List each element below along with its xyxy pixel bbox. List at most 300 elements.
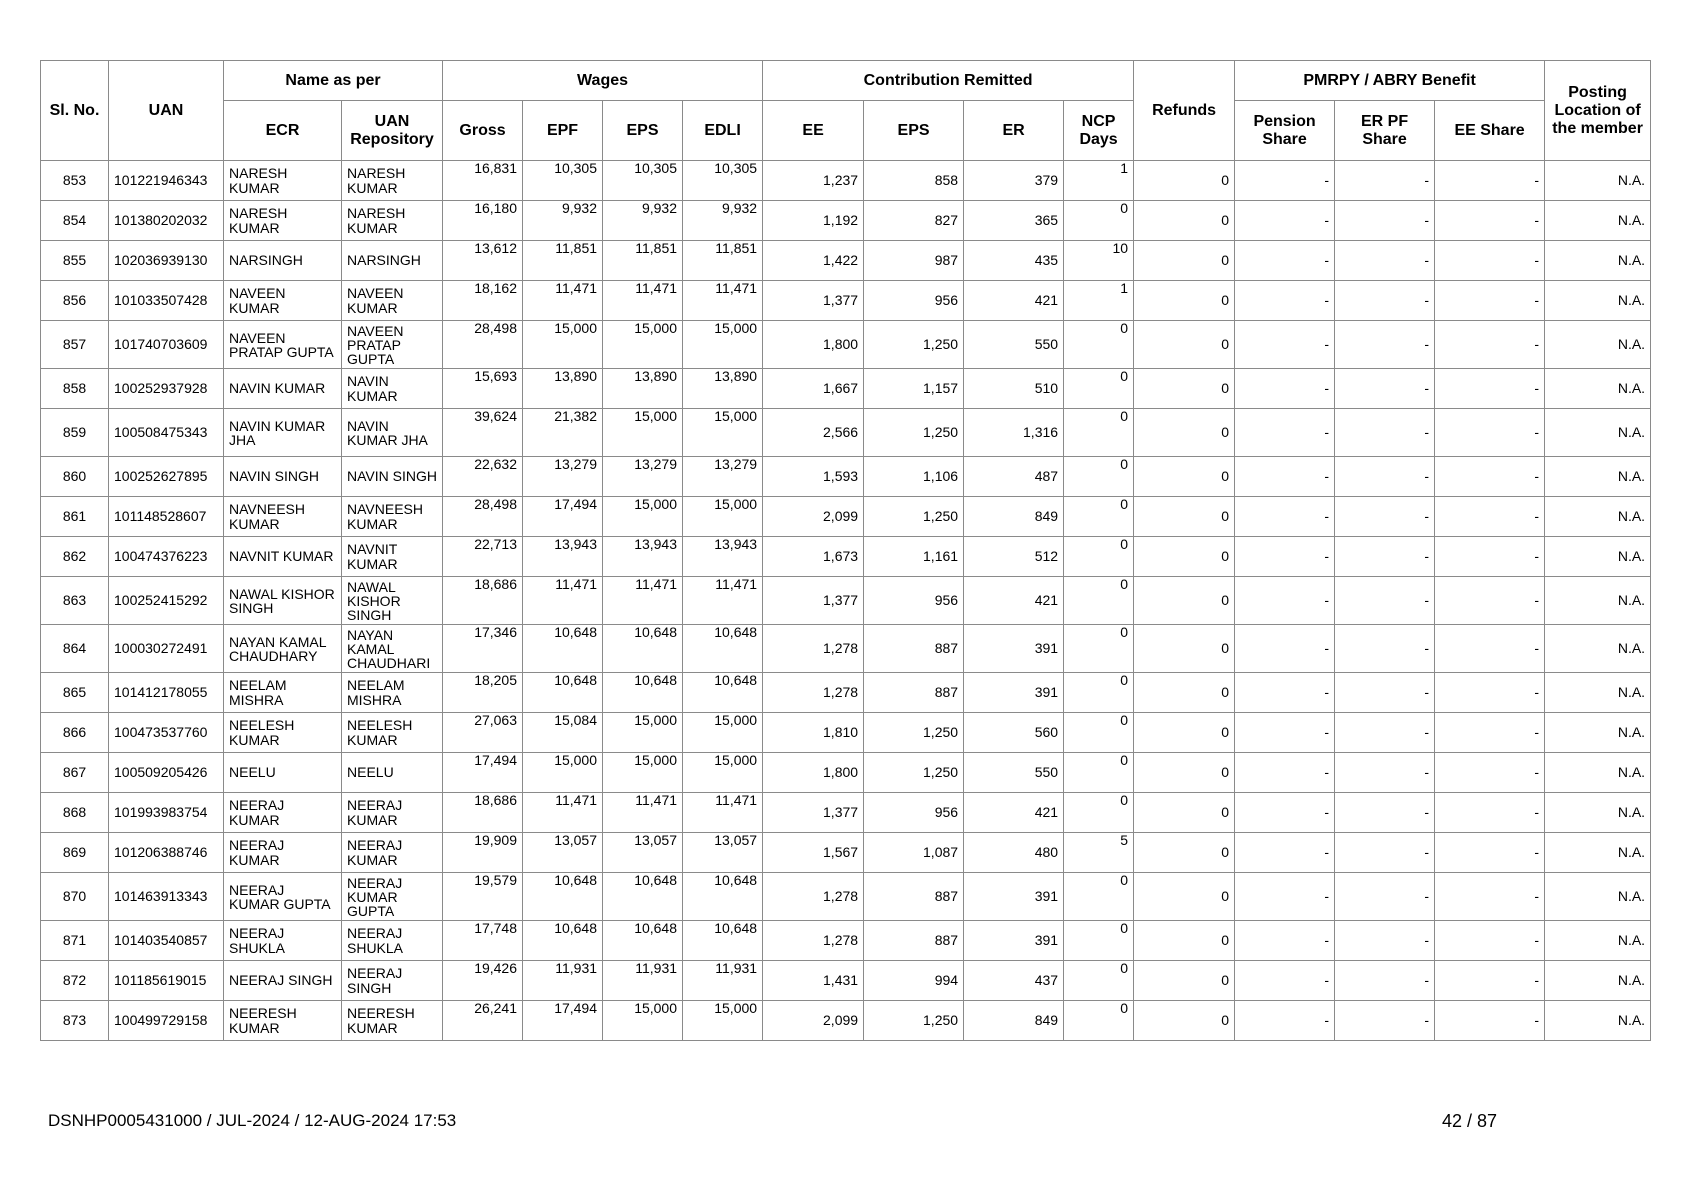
cell-sl-no: 872	[41, 961, 109, 1001]
cell-ee: 1,431	[763, 961, 864, 1001]
cell-pension-share: -	[1235, 577, 1335, 625]
cell-ee: 1,377	[763, 793, 864, 833]
cell-epf: 11,931	[523, 961, 603, 1001]
cell-ncp-days: 0	[1064, 537, 1134, 577]
cell-name-ecr: NAVEEN PRATAP GUPTA	[224, 321, 342, 369]
cell-posting-location: N.A.	[1545, 457, 1651, 497]
cell-name-uan-repository: NEELESH KUMAR	[342, 713, 443, 753]
cell-ncp-days: 0	[1064, 873, 1134, 921]
cell-eps-contribution: 1,250	[864, 321, 964, 369]
table-header	[41, 61, 1651, 161]
cell-gross: 13,612	[443, 241, 523, 281]
cell-refunds: 0	[1134, 673, 1235, 713]
header-ncp-days: NCP Days	[1064, 101, 1134, 161]
cell-name-uan-repository: NAVNIT KUMAR	[342, 537, 443, 577]
table-row	[41, 673, 1651, 713]
cell-eps-contribution: 1,087	[864, 833, 964, 873]
cell-pension-share: -	[1235, 241, 1335, 281]
cell-ee: 1,667	[763, 369, 864, 409]
cell-epf: 17,494	[523, 1001, 603, 1041]
cell-epf: 15,084	[523, 713, 603, 753]
cell-posting-location: N.A.	[1545, 921, 1651, 961]
cell-sl-no: 861	[41, 497, 109, 537]
cell-posting-location: N.A.	[1545, 281, 1651, 321]
cell-ncp-days: 0	[1064, 921, 1134, 961]
cell-refunds: 0	[1134, 457, 1235, 497]
cell-gross: 16,180	[443, 201, 523, 241]
cell-er-pf-share: -	[1335, 753, 1435, 793]
cell-posting-location: N.A.	[1545, 369, 1651, 409]
cell-name-ecr: NAYAN KAMAL CHAUDHARY	[224, 625, 342, 673]
cell-pension-share: -	[1235, 369, 1335, 409]
header-er-pf-share: ER PF Share	[1335, 101, 1435, 161]
cell-posting-location: N.A.	[1545, 713, 1651, 753]
cell-eps: 15,000	[603, 713, 683, 753]
cell-sl-no: 866	[41, 713, 109, 753]
header-ee-share: EE Share	[1435, 101, 1545, 161]
cell-gross: 22,632	[443, 457, 523, 497]
cell-edli: 13,890	[683, 369, 763, 409]
cell-ee-share: -	[1435, 1001, 1545, 1041]
cell-gross: 18,686	[443, 577, 523, 625]
cell-er: 391	[964, 921, 1064, 961]
cell-pension-share: -	[1235, 833, 1335, 873]
cell-name-uan-repository: NARSINGH	[342, 241, 443, 281]
cell-uan: 100473537760	[109, 713, 224, 753]
cell-edli: 10,648	[683, 673, 763, 713]
cell-er: 437	[964, 961, 1064, 1001]
cell-ee: 1,422	[763, 241, 864, 281]
cell-er-pf-share: -	[1335, 921, 1435, 961]
cell-edli: 13,279	[683, 457, 763, 497]
cell-eps-contribution: 887	[864, 673, 964, 713]
cell-edli: 15,000	[683, 753, 763, 793]
table-row	[41, 713, 1651, 753]
cell-eps: 10,648	[603, 873, 683, 921]
cell-eps-contribution: 1,250	[864, 497, 964, 537]
cell-name-ecr: NAVEEN KUMAR	[224, 281, 342, 321]
cell-eps-contribution: 1,250	[864, 1001, 964, 1041]
cell-sl-no: 855	[41, 241, 109, 281]
cell-uan: 101740703609	[109, 321, 224, 369]
cell-epf: 13,279	[523, 457, 603, 497]
cell-ee-share: -	[1435, 457, 1545, 497]
cell-edli: 10,648	[683, 873, 763, 921]
cell-er: 487	[964, 457, 1064, 497]
cell-name-uan-repository: NAWAL KISHOR SINGH	[342, 577, 443, 625]
table-row	[41, 369, 1651, 409]
cell-posting-location: N.A.	[1545, 753, 1651, 793]
cell-refunds: 0	[1134, 1001, 1235, 1041]
cell-er-pf-share: -	[1335, 833, 1435, 873]
cell-pension-share: -	[1235, 713, 1335, 753]
cell-eps-contribution: 887	[864, 625, 964, 673]
cell-name-ecr: NARSINGH	[224, 241, 342, 281]
header-uan-repository: UAN Repository	[342, 101, 443, 161]
cell-epf: 13,057	[523, 833, 603, 873]
cell-ee-share: -	[1435, 281, 1545, 321]
table-row	[41, 873, 1651, 921]
cell-ncp-days: 0	[1064, 753, 1134, 793]
header-epf: EPF	[523, 101, 603, 161]
cell-er-pf-share: -	[1335, 161, 1435, 201]
cell-er-pf-share: -	[1335, 961, 1435, 1001]
cell-eps: 10,648	[603, 921, 683, 961]
cell-epf: 11,471	[523, 577, 603, 625]
cell-er: 550	[964, 321, 1064, 369]
cell-epf: 10,648	[523, 921, 603, 961]
header-posting-location: Posting Location of the member	[1545, 61, 1651, 161]
cell-sl-no: 854	[41, 201, 109, 241]
header-name-as-per: Name as per	[224, 61, 443, 101]
cell-er-pf-share: -	[1335, 409, 1435, 457]
cell-eps-contribution: 1,161	[864, 537, 964, 577]
cell-name-uan-repository: NEERESH KUMAR	[342, 1001, 443, 1041]
cell-er: 391	[964, 625, 1064, 673]
cell-ee-share: -	[1435, 409, 1545, 457]
cell-eps: 13,943	[603, 537, 683, 577]
cell-er: 849	[964, 497, 1064, 537]
cell-refunds: 0	[1134, 713, 1235, 753]
cell-posting-location: N.A.	[1545, 833, 1651, 873]
cell-edli: 15,000	[683, 713, 763, 753]
cell-edli: 15,000	[683, 409, 763, 457]
cell-name-ecr: NAVNEESH KUMAR	[224, 497, 342, 537]
cell-uan: 101993983754	[109, 793, 224, 833]
cell-name-uan-repository: NAVIN KUMAR JHA	[342, 409, 443, 457]
cell-ee-share: -	[1435, 961, 1545, 1001]
table-row	[41, 161, 1651, 201]
cell-pension-share: -	[1235, 497, 1335, 537]
cell-eps: 13,057	[603, 833, 683, 873]
cell-uan: 101206388746	[109, 833, 224, 873]
cell-pension-share: -	[1235, 625, 1335, 673]
cell-epf: 11,471	[523, 793, 603, 833]
cell-edli: 10,648	[683, 921, 763, 961]
cell-er-pf-share: -	[1335, 625, 1435, 673]
cell-edli: 11,471	[683, 577, 763, 625]
cell-edli: 15,000	[683, 321, 763, 369]
cell-epf: 10,305	[523, 161, 603, 201]
cell-eps: 11,931	[603, 961, 683, 1001]
cell-eps-contribution: 1,250	[864, 753, 964, 793]
cell-er: 512	[964, 537, 1064, 577]
cell-eps: 13,279	[603, 457, 683, 497]
cell-posting-location: N.A.	[1545, 577, 1651, 625]
cell-posting-location: N.A.	[1545, 873, 1651, 921]
cell-eps: 15,000	[603, 321, 683, 369]
cell-name-uan-repository: NAVNEESH KUMAR	[342, 497, 443, 537]
cell-ee-share: -	[1435, 873, 1545, 921]
cell-ncp-days: 10	[1064, 241, 1134, 281]
cell-sl-no: 856	[41, 281, 109, 321]
header-ecr: ECR	[224, 101, 342, 161]
table-row	[41, 921, 1651, 961]
cell-uan: 100252937928	[109, 369, 224, 409]
cell-refunds: 0	[1134, 753, 1235, 793]
cell-ee: 1,810	[763, 713, 864, 753]
cell-eps: 15,000	[603, 1001, 683, 1041]
cell-pension-share: -	[1235, 921, 1335, 961]
cell-ee: 1,278	[763, 873, 864, 921]
table-row	[41, 409, 1651, 457]
cell-edli: 9,932	[683, 201, 763, 241]
cell-ee-share: -	[1435, 537, 1545, 577]
cell-eps: 15,000	[603, 409, 683, 457]
cell-name-ecr: NARESH KUMAR	[224, 161, 342, 201]
table-body	[41, 161, 1651, 1041]
cell-name-ecr: NEERESH KUMAR	[224, 1001, 342, 1041]
cell-uan: 101033507428	[109, 281, 224, 321]
cell-er: 365	[964, 201, 1064, 241]
cell-pension-share: -	[1235, 281, 1335, 321]
cell-ee-share: -	[1435, 625, 1545, 673]
cell-eps-contribution: 987	[864, 241, 964, 281]
header-pmrpy-abry: PMRPY / ABRY Benefit	[1235, 61, 1545, 101]
cell-refunds: 0	[1134, 625, 1235, 673]
cell-name-uan-repository: NARESH KUMAR	[342, 161, 443, 201]
cell-refunds: 0	[1134, 793, 1235, 833]
cell-posting-location: N.A.	[1545, 201, 1651, 241]
cell-sl-no: 864	[41, 625, 109, 673]
cell-refunds: 0	[1134, 201, 1235, 241]
cell-name-ecr: NAVIN KUMAR JHA	[224, 409, 342, 457]
ecr-table	[40, 60, 1651, 1041]
header-er: ER	[964, 101, 1064, 161]
cell-er: 391	[964, 673, 1064, 713]
cell-sl-no: 853	[41, 161, 109, 201]
cell-sl-no: 865	[41, 673, 109, 713]
cell-er: 391	[964, 873, 1064, 921]
cell-ee: 1,673	[763, 537, 864, 577]
cell-name-uan-repository: NARESH KUMAR	[342, 201, 443, 241]
cell-eps: 11,471	[603, 577, 683, 625]
cell-sl-no: 857	[41, 321, 109, 369]
table-row	[41, 457, 1651, 497]
cell-name-ecr: NEELESH KUMAR	[224, 713, 342, 753]
cell-uan: 101148528607	[109, 497, 224, 537]
cell-eps: 11,471	[603, 793, 683, 833]
cell-refunds: 0	[1134, 241, 1235, 281]
cell-eps-contribution: 994	[864, 961, 964, 1001]
cell-er-pf-share: -	[1335, 321, 1435, 369]
header-gross: Gross	[443, 101, 523, 161]
table-row	[41, 497, 1651, 537]
cell-pension-share: -	[1235, 321, 1335, 369]
cell-sl-no: 863	[41, 577, 109, 625]
cell-refunds: 0	[1134, 537, 1235, 577]
cell-posting-location: N.A.	[1545, 1001, 1651, 1041]
cell-sl-no: 860	[41, 457, 109, 497]
cell-eps: 11,471	[603, 281, 683, 321]
cell-er-pf-share: -	[1335, 369, 1435, 409]
cell-refunds: 0	[1134, 281, 1235, 321]
cell-er-pf-share: -	[1335, 577, 1435, 625]
cell-edli: 15,000	[683, 1001, 763, 1041]
cell-edli: 11,851	[683, 241, 763, 281]
cell-ncp-days: 0	[1064, 673, 1134, 713]
cell-pension-share: -	[1235, 793, 1335, 833]
cell-er-pf-share: -	[1335, 241, 1435, 281]
cell-uan: 100030272491	[109, 625, 224, 673]
cell-refunds: 0	[1134, 577, 1235, 625]
cell-er-pf-share: -	[1335, 673, 1435, 713]
cell-eps: 10,305	[603, 161, 683, 201]
table-row	[41, 833, 1651, 873]
cell-gross: 18,686	[443, 793, 523, 833]
cell-ee-share: -	[1435, 793, 1545, 833]
cell-ncp-days: 5	[1064, 833, 1134, 873]
cell-name-uan-repository: NAVIN SINGH	[342, 457, 443, 497]
cell-epf: 17,494	[523, 497, 603, 537]
cell-refunds: 0	[1134, 161, 1235, 201]
cell-name-ecr: NEELU	[224, 753, 342, 793]
cell-ee-share: -	[1435, 369, 1545, 409]
cell-eps-contribution: 858	[864, 161, 964, 201]
cell-gross: 26,241	[443, 1001, 523, 1041]
cell-ee: 1,278	[763, 625, 864, 673]
cell-eps: 13,890	[603, 369, 683, 409]
cell-refunds: 0	[1134, 409, 1235, 457]
document-reference: DSNHP0005431000 / JUL-2024 / 12-AUG-2024 17:53	[48, 1111, 457, 1130]
cell-refunds: 0	[1134, 961, 1235, 1001]
table-row	[41, 961, 1651, 1001]
cell-ncp-days: 0	[1064, 625, 1134, 673]
cell-name-ecr: NARESH KUMAR	[224, 201, 342, 241]
cell-pension-share: -	[1235, 873, 1335, 921]
cell-epf: 21,382	[523, 409, 603, 457]
cell-ee: 1,192	[763, 201, 864, 241]
cell-pension-share: -	[1235, 537, 1335, 577]
cell-eps: 11,851	[603, 241, 683, 281]
cell-er: 1,316	[964, 409, 1064, 457]
header-refunds: Refunds	[1134, 61, 1235, 161]
header-eps-contribution: EPS	[864, 101, 964, 161]
cell-name-uan-repository: NAYAN KAMAL CHAUDHARI	[342, 625, 443, 673]
cell-uan: 101403540857	[109, 921, 224, 961]
cell-edli: 10,305	[683, 161, 763, 201]
cell-uan: 100474376223	[109, 537, 224, 577]
cell-ncp-days: 0	[1064, 497, 1134, 537]
header-edli: EDLI	[683, 101, 763, 161]
cell-eps-contribution: 1,157	[864, 369, 964, 409]
cell-er: 379	[964, 161, 1064, 201]
cell-er: 510	[964, 369, 1064, 409]
cell-sl-no: 867	[41, 753, 109, 793]
cell-ncp-days: 1	[1064, 161, 1134, 201]
cell-edli: 11,471	[683, 281, 763, 321]
cell-name-ecr: NAVIN SINGH	[224, 457, 342, 497]
cell-sl-no: 862	[41, 537, 109, 577]
cell-posting-location: N.A.	[1545, 409, 1651, 457]
cell-refunds: 0	[1134, 833, 1235, 873]
cell-name-uan-repository: NAVEEN KUMAR	[342, 281, 443, 321]
cell-gross: 19,579	[443, 873, 523, 921]
table-row	[41, 753, 1651, 793]
cell-name-uan-repository: NEERAJ SHUKLA	[342, 921, 443, 961]
cell-er-pf-share: -	[1335, 713, 1435, 753]
cell-pension-share: -	[1235, 961, 1335, 1001]
cell-posting-location: N.A.	[1545, 793, 1651, 833]
cell-ncp-days: 1	[1064, 281, 1134, 321]
cell-ee: 1,278	[763, 921, 864, 961]
table-row	[41, 201, 1651, 241]
cell-ncp-days: 0	[1064, 369, 1134, 409]
cell-ee-share: -	[1435, 201, 1545, 241]
table-row	[41, 625, 1651, 673]
cell-pension-share: -	[1235, 753, 1335, 793]
cell-sl-no: 868	[41, 793, 109, 833]
cell-er: 849	[964, 1001, 1064, 1041]
cell-posting-location: N.A.	[1545, 241, 1651, 281]
cell-uan: 100252415292	[109, 577, 224, 625]
cell-refunds: 0	[1134, 369, 1235, 409]
cell-name-ecr: NEERAJ KUMAR GUPTA	[224, 873, 342, 921]
cell-posting-location: N.A.	[1545, 497, 1651, 537]
cell-epf: 11,471	[523, 281, 603, 321]
cell-ee: 1,377	[763, 281, 864, 321]
cell-eps: 10,648	[603, 673, 683, 713]
cell-pension-share: -	[1235, 673, 1335, 713]
cell-refunds: 0	[1134, 921, 1235, 961]
cell-name-ecr: NEELAM MISHRA	[224, 673, 342, 713]
cell-gross: 17,346	[443, 625, 523, 673]
cell-epf: 15,000	[523, 753, 603, 793]
cell-epf: 15,000	[523, 321, 603, 369]
cell-er: 421	[964, 793, 1064, 833]
cell-ncp-days: 0	[1064, 201, 1134, 241]
cell-name-ecr: NAWAL KISHOR SINGH	[224, 577, 342, 625]
cell-eps: 15,000	[603, 497, 683, 537]
cell-posting-location: N.A.	[1545, 961, 1651, 1001]
cell-er: 550	[964, 753, 1064, 793]
cell-uan: 101463913343	[109, 873, 224, 921]
table-row	[41, 577, 1651, 625]
cell-ncp-days: 0	[1064, 961, 1134, 1001]
cell-sl-no: 870	[41, 873, 109, 921]
header-contribution-remitted: Contribution Remitted	[763, 61, 1134, 101]
cell-name-uan-repository: NEERAJ KUMAR	[342, 833, 443, 873]
cell-er-pf-share: -	[1335, 281, 1435, 321]
cell-ncp-days: 0	[1064, 409, 1134, 457]
cell-er: 480	[964, 833, 1064, 873]
cell-ee: 1,593	[763, 457, 864, 497]
cell-ee-share: -	[1435, 833, 1545, 873]
cell-ee-share: -	[1435, 713, 1545, 753]
cell-edli: 11,471	[683, 793, 763, 833]
cell-posting-location: N.A.	[1545, 673, 1651, 713]
cell-ee: 1,237	[763, 161, 864, 201]
cell-refunds: 0	[1134, 873, 1235, 921]
cell-gross: 27,063	[443, 713, 523, 753]
cell-ee: 1,278	[763, 673, 864, 713]
cell-ee: 1,567	[763, 833, 864, 873]
cell-name-ecr: NEERAJ SHUKLA	[224, 921, 342, 961]
cell-pension-share: -	[1235, 1001, 1335, 1041]
cell-posting-location: N.A.	[1545, 625, 1651, 673]
cell-eps-contribution: 1,106	[864, 457, 964, 497]
cell-edli: 13,057	[683, 833, 763, 873]
cell-ee-share: -	[1435, 161, 1545, 201]
cell-ncp-days: 0	[1064, 1001, 1134, 1041]
header-pension-share: Pension Share	[1235, 101, 1335, 161]
header-wages: Wages	[443, 61, 763, 101]
cell-eps-contribution: 887	[864, 921, 964, 961]
cell-name-uan-repository: NEERAJ SINGH	[342, 961, 443, 1001]
cell-ncp-days: 0	[1064, 457, 1134, 497]
cell-eps: 15,000	[603, 753, 683, 793]
cell-ee-share: -	[1435, 673, 1545, 713]
